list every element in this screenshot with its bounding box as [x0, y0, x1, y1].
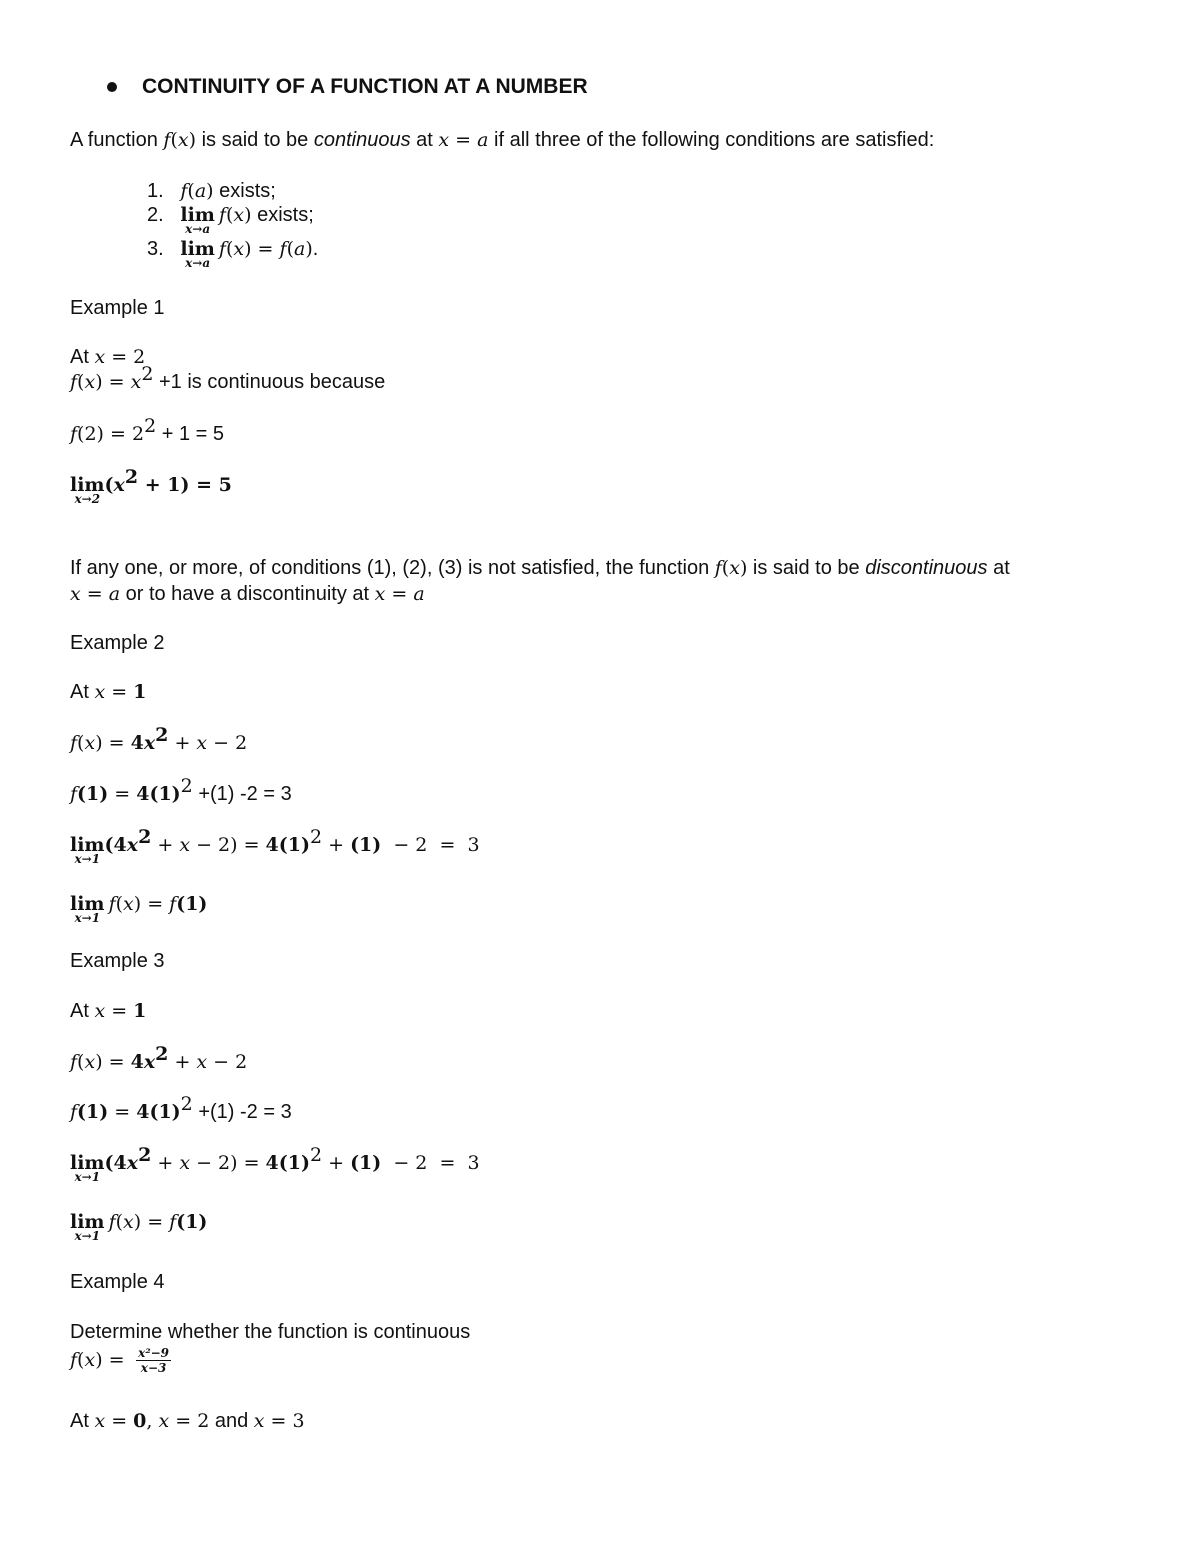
- example-1-title: Example 1: [70, 297, 165, 319]
- condition-2: 2. lim x→a f(x) exists;: [147, 204, 314, 236]
- discontinuity-paragraph: If any one, or more, of conditions (1), (2), (3) is not satisfied, the function f(x) is said to be discontinuous at: [70, 557, 1010, 579]
- condition-text: exists;: [251, 204, 314, 226]
- example-2-conclusion: lim x→1 f(x) = f(1): [70, 893, 208, 925]
- condition-1: 1. f(a) exists;: [147, 180, 276, 202]
- example-2-function: $f(x) = 4x^2 + x - 2$: [70, 724, 248, 754]
- list-number: 3.: [147, 238, 164, 260]
- example-3-function: $f(x) = 4x^2 + x - 2$: [70, 1043, 248, 1073]
- example-3-title: Example 3: [70, 950, 165, 972]
- condition-text: exists;: [213, 180, 276, 202]
- continuous-term: continuous: [313, 129, 411, 151]
- example-3-conclusion: lim x→1 f(x) = f(1): [70, 1211, 208, 1243]
- section-heading: CONTINUITY OF A FUNCTION AT A NUMBER: [142, 75, 588, 98]
- limit-operator: lim x→2: [70, 474, 105, 506]
- discontinuity-paragraph-cont: x = a or to have a discontinuity at x = a: [70, 583, 425, 605]
- fraction: $\frac{\text{x²−9}}{x-3}$: [138, 1346, 169, 1375]
- example-3-evaluation: $f(1) = 4(1)^2 +(1) -2 = 3$: [70, 1093, 292, 1123]
- limit-operator: lim x→1: [70, 1152, 105, 1184]
- example-2-evaluation: $f(1) = 4(1)^2 +(1) -2 = 3$: [70, 775, 292, 805]
- example-1-at: At x = 2: [70, 346, 146, 368]
- intro-text: is said to be: [196, 129, 314, 151]
- limit-operator: lim x→a: [180, 238, 215, 270]
- list-number: 1.: [147, 180, 164, 202]
- condition-3: 3. lim x→a f(x) = f(a).: [147, 238, 319, 270]
- discontinuous-term: discontinuous: [865, 557, 988, 579]
- math-fx: f: [163, 129, 171, 151]
- limit-operator: lim x→1: [70, 1211, 105, 1243]
- limit-operator: lim x→a: [180, 204, 215, 236]
- example-1-evaluation: $f(2) = 2^2 + 1 = 5$: [70, 415, 224, 445]
- example-4-title: Example 4: [70, 1271, 165, 1293]
- example-2-at: At x = 1: [70, 681, 147, 703]
- bullet-icon: [107, 82, 117, 92]
- intro-text: at: [410, 129, 439, 151]
- intro-paragraph: A function f(x) is said to be continuous at x = a if all three of the following conditions are satisfied:: [70, 129, 935, 151]
- example-2-title: Example 2: [70, 632, 165, 654]
- intro-text: A function: [70, 129, 164, 151]
- condition-text: .: [312, 238, 319, 260]
- example-3-limit: lim x→1 $(4x^2 + x - 2) = 4(1)^2 + (1) - 2 = 3$: [70, 1144, 480, 1184]
- example-4-prompt: Determine whether the function is continuous: [70, 1321, 471, 1343]
- example-4-points: At x = 0, x = 2 and x = 3: [70, 1410, 305, 1432]
- example-1-limit: lim x→2 $(x^2 + 1) = 5$: [70, 466, 232, 506]
- example-4-function: f(x) = $\frac{\text{x²−9}}{x-3}$: [70, 1346, 169, 1375]
- list-number: 2.: [147, 204, 164, 226]
- limit-operator: lim x→1: [70, 834, 105, 866]
- intro-text: if all three of the following conditions are satisfied:: [488, 129, 935, 151]
- example-2-limit: lim x→1 $(4x^2 + x - 2) = 4(1)^2 + (1) - 2 = 3$: [70, 826, 480, 866]
- limit-operator: lim x→1: [70, 893, 105, 925]
- example-1-function: $f(x) = x^2 +1$ is continuous because: [70, 363, 386, 393]
- example-3-at: At x = 1: [70, 1000, 147, 1022]
